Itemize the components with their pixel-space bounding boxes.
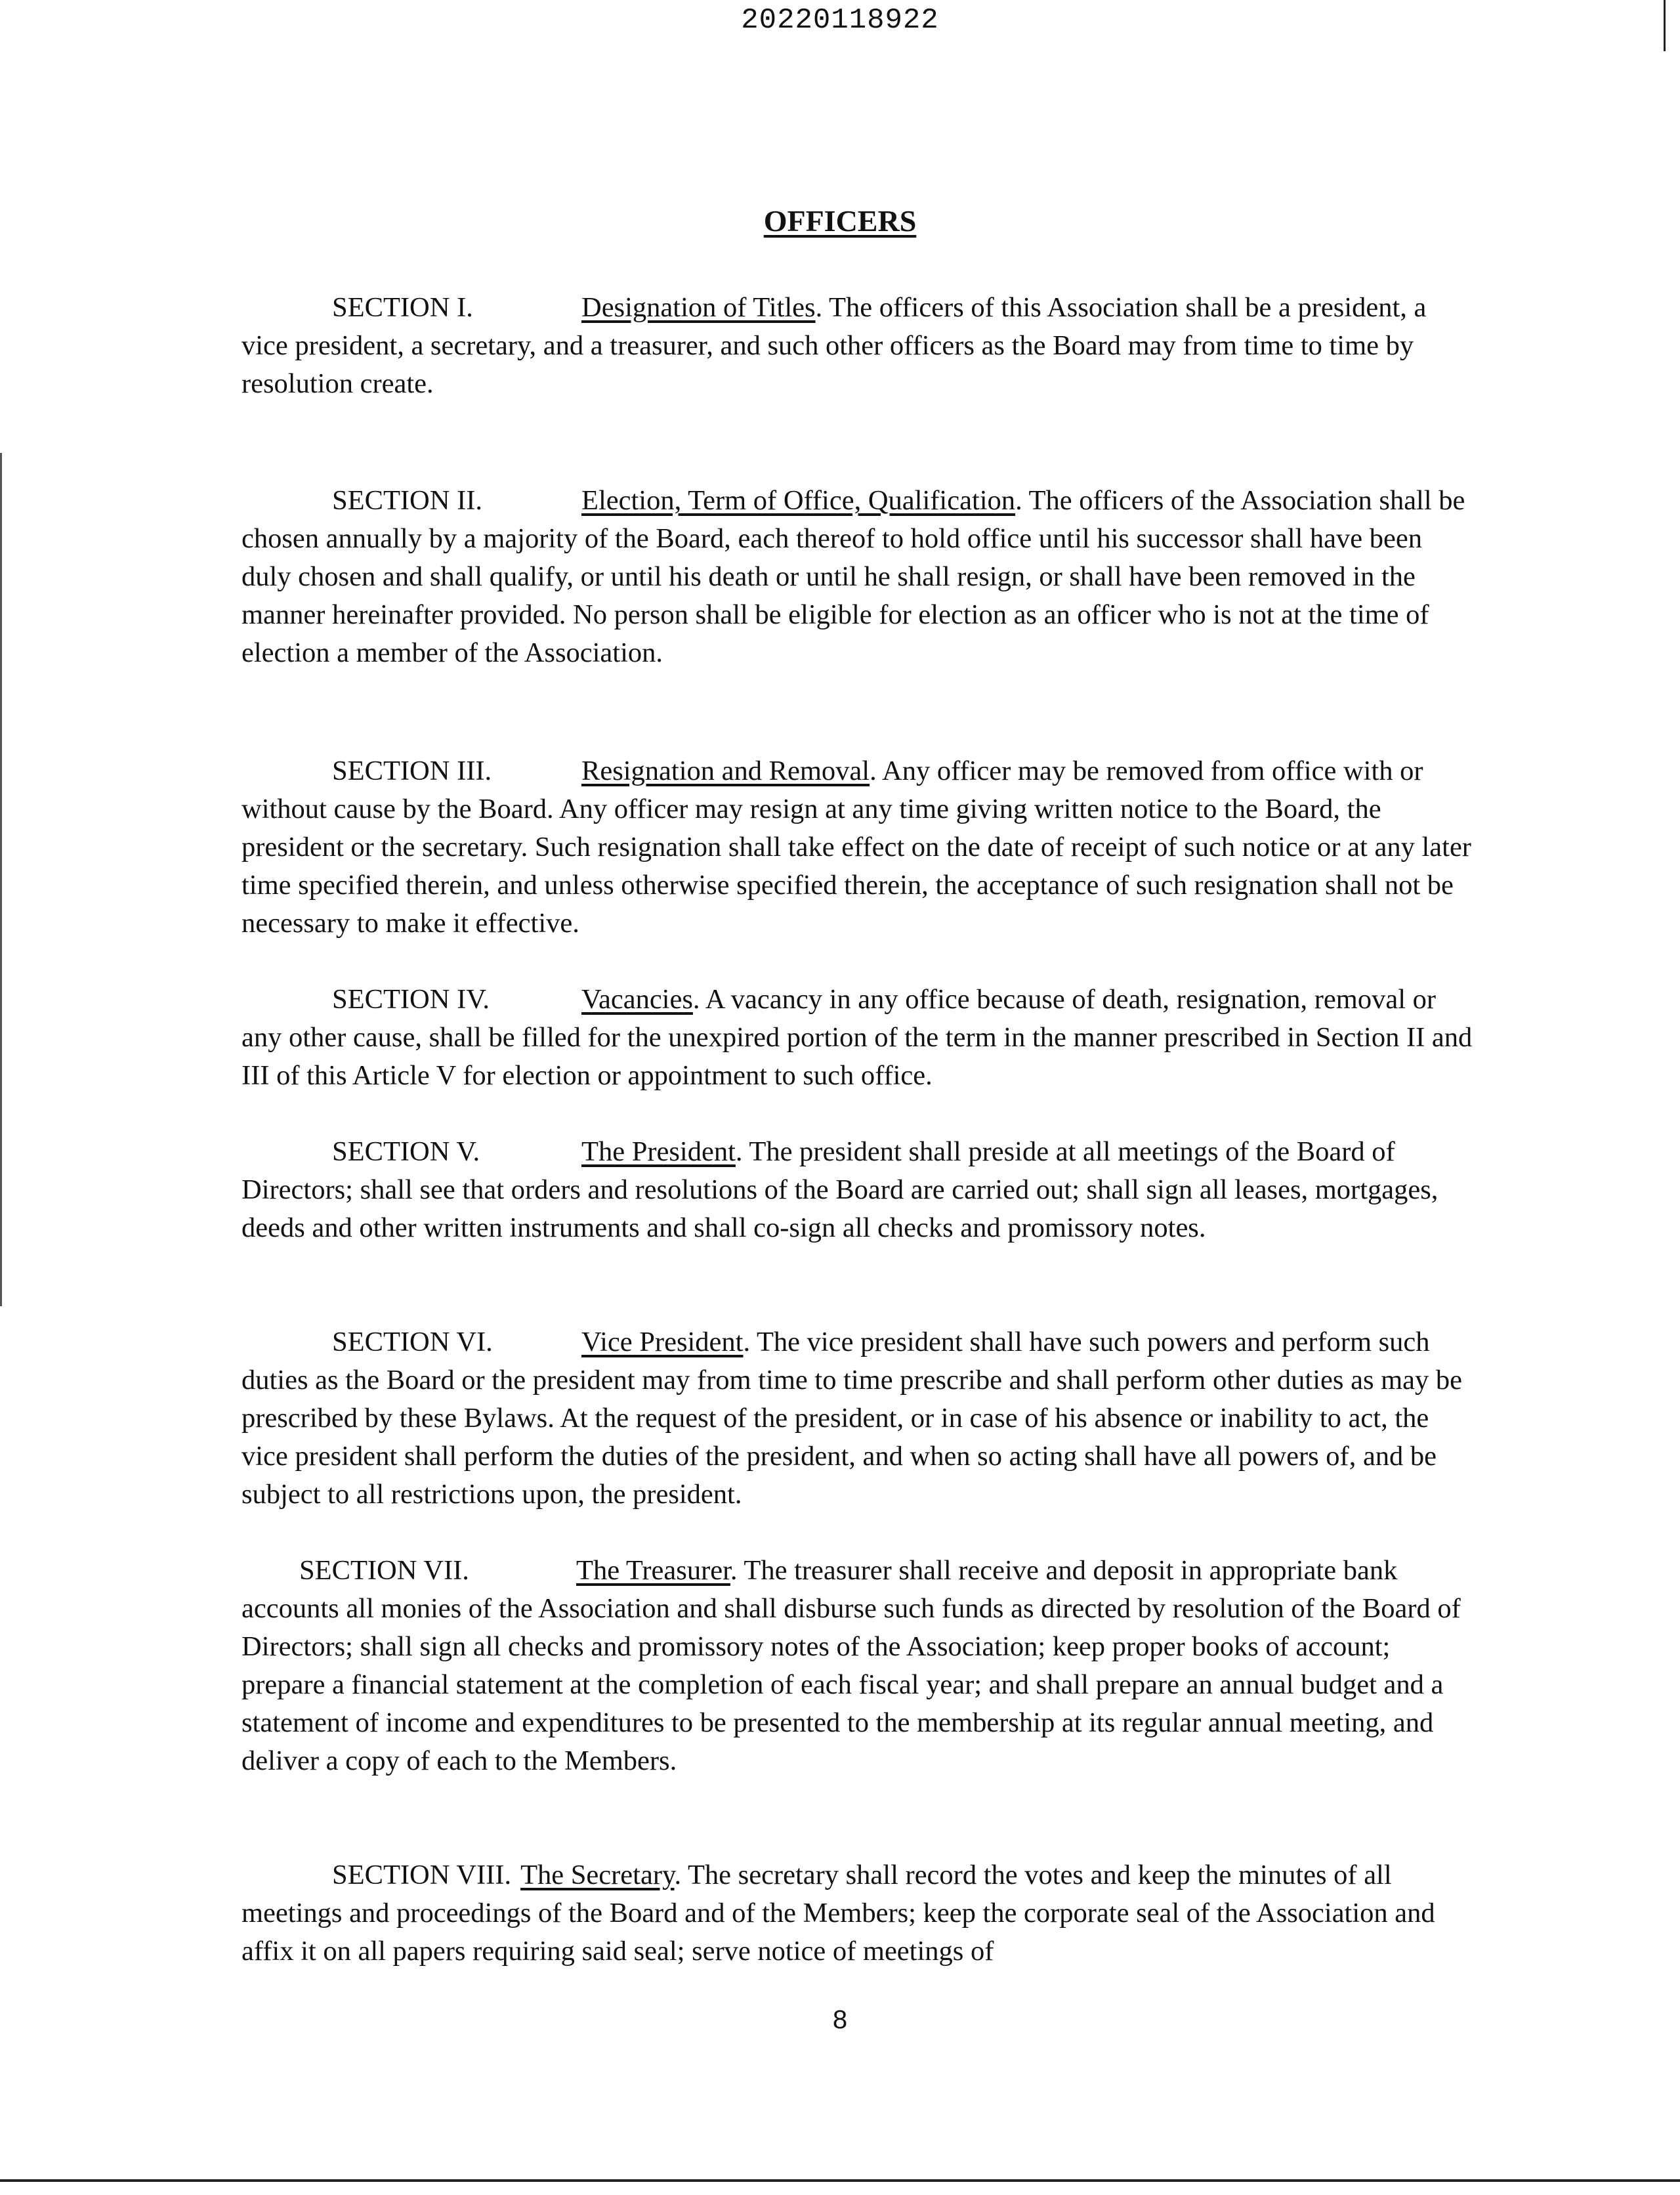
scan-bottom-edge	[0, 2179, 1680, 2182]
section-heading: Election, Term of Office, Qualification	[581, 485, 1016, 516]
section-1	[242, 289, 1475, 403]
scan-edge-mark	[1664, 0, 1666, 51]
section-7	[242, 1552, 1475, 1780]
section-number: SECTION III.	[332, 756, 492, 786]
section-text: . The president shall preside at all meetings of the Board of Directors; shall see that orders and resolutions of the Board are carried out; shall sign all leases, mortgages, deeds and other written instruments and shall co-sign all checks and promissory notes.	[242, 1136, 1438, 1243]
section-heading: The Secretary	[520, 1860, 675, 1890]
section-5	[242, 1133, 1475, 1247]
section-3	[242, 752, 1475, 943]
section-number: SECTION IV.	[332, 984, 490, 1015]
section-number: SECTION II.	[332, 485, 482, 516]
section-heading: Designation of Titles	[581, 292, 816, 323]
section-4	[242, 981, 1475, 1095]
section-number: SECTION V.	[332, 1136, 480, 1167]
section-text: . A vacancy in any office because of death, resignation, removal or any other cause, shall be filled for the unexpired portion of the term in the manner prescribed in Section II and III of this Article V for election or appointment to such office.	[242, 984, 1473, 1091]
section-2	[242, 482, 1475, 672]
section-text: . The secretary shall record the votes and keep the minutes of all meetings and proceedings of the Board and of the Members; keep the corporate seal of the Association and affix it on all papers requiring said seal; serve notice of meetings of	[242, 1860, 1435, 1967]
scan-left-edge-mark	[0, 453, 2, 1306]
section-text: . The officers of this Association shall be a president, a vice president, a secretary, and a treasurer, and such other officers as the Board may from time to time by resolution create.	[242, 292, 1427, 399]
section-heading: The Treasurer	[576, 1555, 730, 1586]
section-number: SECTION I.	[332, 292, 473, 323]
section-number: SECTION VIII.	[332, 1860, 512, 1890]
section-heading: Vice President	[581, 1327, 744, 1357]
section-text: . The treasurer shall receive and deposit in appropriate bank accounts all monies of the Association and shall disburse such funds as directed by resolution of the Board of Directors; shall sign all checks and promissory notes of the Association; keep proper books of account; prepare a financial statement at the completion of each fiscal year; and shall prepare an annual budget and a statement of income and expenditures to be presented to the membership at its regular annual meeting, and deliver a copy of each to the Members.	[242, 1555, 1461, 1776]
section-heading: Resignation and Removal	[581, 756, 870, 786]
document-number: 20220118922	[741, 4, 939, 37]
section-number: SECTION VI.	[332, 1327, 493, 1357]
section-text: . Any officer may be removed from office with or without cause by the Board. Any officer may resign at any time giving written notice to the Board, the president or the secretary. Such resignation shall take effect on the date of receipt of such notice or at any later time specified therein, and unless otherwise specified therein, the acceptance of such resignation shall not be necessary to make it effective.	[242, 756, 1471, 939]
section-number: SECTION VII.	[299, 1555, 469, 1586]
section-text: . The vice president shall have such powers and perform such duties as the Board or the president may from time to time prescribe and shall perform other duties as may be prescribed by these Bylaws. At the request of the president, or in case of his absence or inability to act, the vice president shall perform the duties of the president, and when so acting shall have all powers of, and be subject to all restrictions upon, the president.	[242, 1327, 1463, 1510]
section-heading: The President	[581, 1136, 736, 1167]
section-6	[242, 1323, 1475, 1514]
page-number: 8	[832, 2005, 848, 2034]
section-text: . The officers of the Association shall be chosen annually by a majority of the Board, each thereof to hold office until his successor shall have been duly chosen and shall qualify, or until his death or until he shall resign, or shall have been removed in the manner hereinafter provided. No person shall be eligible for election as an officer who is not at the time of election a member of the Association.	[242, 485, 1465, 668]
section-heading: Vacancies	[581, 984, 693, 1015]
page-title: OFFICERS	[763, 204, 917, 238]
section-8	[242, 1856, 1475, 1971]
